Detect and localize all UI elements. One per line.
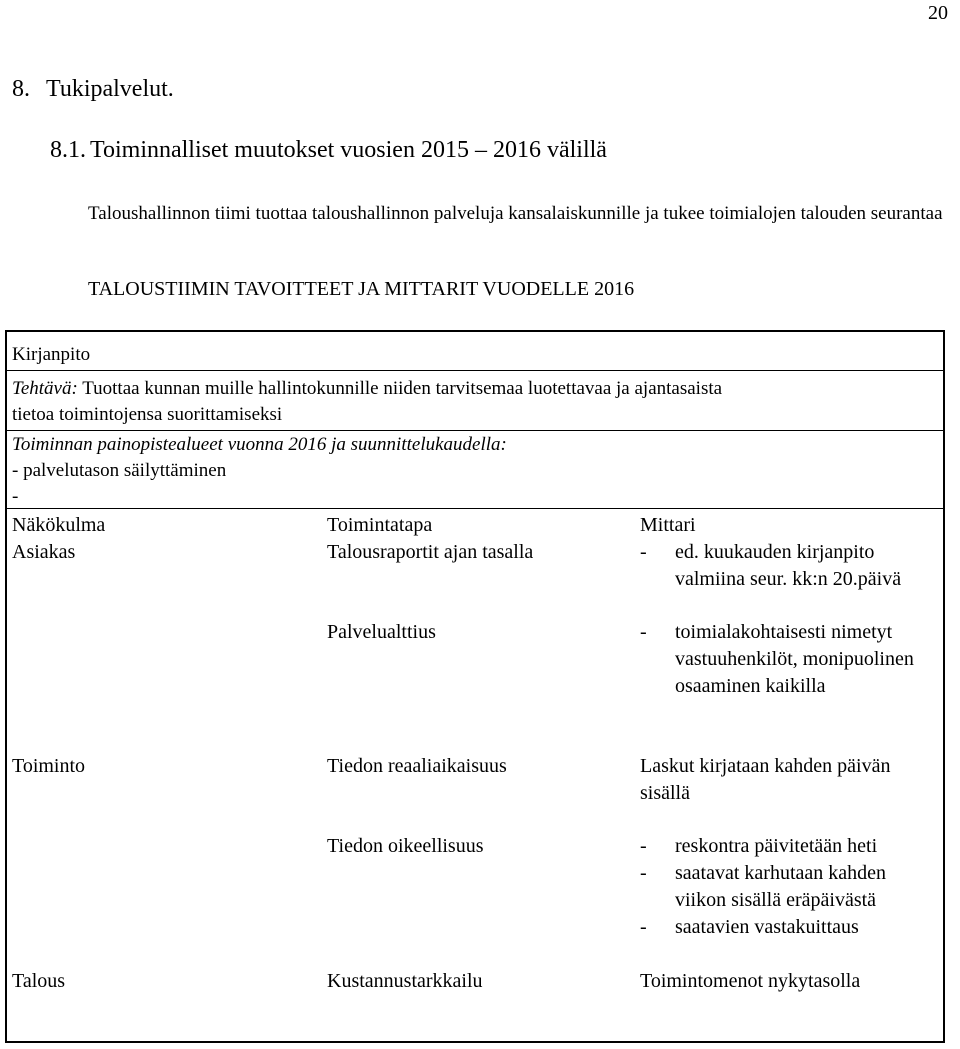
perspective-cell: Talous xyxy=(12,970,66,992)
perspective-cell: Toiminto xyxy=(12,755,86,777)
focus-heading xyxy=(12,434,507,456)
focus-item: - palvelutason säilyttäminen xyxy=(12,460,227,481)
page-number: 20 xyxy=(928,2,948,24)
column-header-perspective: Näkökulma xyxy=(12,514,106,536)
measure-cell: Toimintomenot nykytasolla xyxy=(640,970,861,992)
task-line-1 xyxy=(12,378,722,400)
section-number: 8. xyxy=(12,76,30,102)
column-header-measure: Mittari xyxy=(640,514,696,536)
section-title: Tukipalvelut. xyxy=(46,76,174,102)
focus-item: - xyxy=(12,486,19,507)
task-label: Tehtävä: xyxy=(12,378,78,399)
measure-cell: - saatavien vastakuittaus xyxy=(640,914,940,941)
divider xyxy=(7,430,943,431)
focus-heading-text: Toiminnan painopistealueet vuonna 2016 ja suunnittelukaudella: xyxy=(12,434,507,455)
perspective-cell: Asiakas xyxy=(12,541,76,563)
measure-text: reskontra päivitetään heti xyxy=(675,835,878,857)
section-heading xyxy=(12,76,174,103)
method-cell: Tiedon oikeellisuus xyxy=(327,835,484,857)
method-cell: Kustannustarkkailu xyxy=(327,970,483,992)
column-header-method: Toimintatapa xyxy=(327,514,433,536)
goals-title: TALOUSTIIMIN TAVOITTEET JA MITTARIT VUODELLE 2016 xyxy=(88,278,635,300)
measure-text: saatavien vastakuittaus xyxy=(675,916,859,938)
divider xyxy=(7,370,943,371)
measure-cell: - ed. kuukauden kirjanpito valmiina seur. kk:n 20.päivä xyxy=(640,539,940,593)
measure-text: ed. kuukauden kirjanpito valmiina seur. kk:n 20.päivä xyxy=(675,541,902,590)
measure-cell: Laskut kirjataan kahden päivän sisällä xyxy=(640,755,891,804)
measure-text: toimialakohtaisesti nimetyt vastuuhenkilöt, monipuolinen osaaminen kaikilla xyxy=(675,621,914,697)
method-cell: Talousraportit ajan tasalla xyxy=(327,541,534,563)
task-line-2: tietoa toimintojensa suorittamiseksi xyxy=(12,404,283,425)
method-cell: Palvelualttius xyxy=(327,621,436,643)
measure-cell: - reskontra päivitetään heti xyxy=(640,833,940,860)
intro-paragraph: Taloushallinnon tiimi tuottaa taloushallinnon palveluja kansalaiskunnille ja tukee toimialojen talouden seurantaa xyxy=(88,203,943,224)
subsection-heading xyxy=(50,137,607,164)
measure-cell: - saatavat karhutaan kahden viikon sisällä eräpäivästä xyxy=(640,860,940,914)
goals-box xyxy=(5,330,945,1043)
measure-text: saatavat karhutaan kahden viikon sisällä eräpäivästä xyxy=(675,862,887,911)
subsection-title: Toiminnalliset muutokset vuosien 2015 – 2016 välillä xyxy=(90,137,607,163)
box-section-title: Kirjanpito xyxy=(12,344,91,365)
subsection-number: 8.1. xyxy=(50,137,86,163)
divider xyxy=(7,508,943,509)
measure-cell: - toimialakohtaisesti nimetyt vastuuhenkilöt, monipuolinen osaaminen kaikilla xyxy=(640,619,940,700)
method-cell: Tiedon reaaliaikaisuus xyxy=(327,755,507,777)
task-text: Tuottaa kunnan muille hallintokunnille niiden tarvitsemaa luotettavaa ja ajantasaista xyxy=(77,378,723,399)
